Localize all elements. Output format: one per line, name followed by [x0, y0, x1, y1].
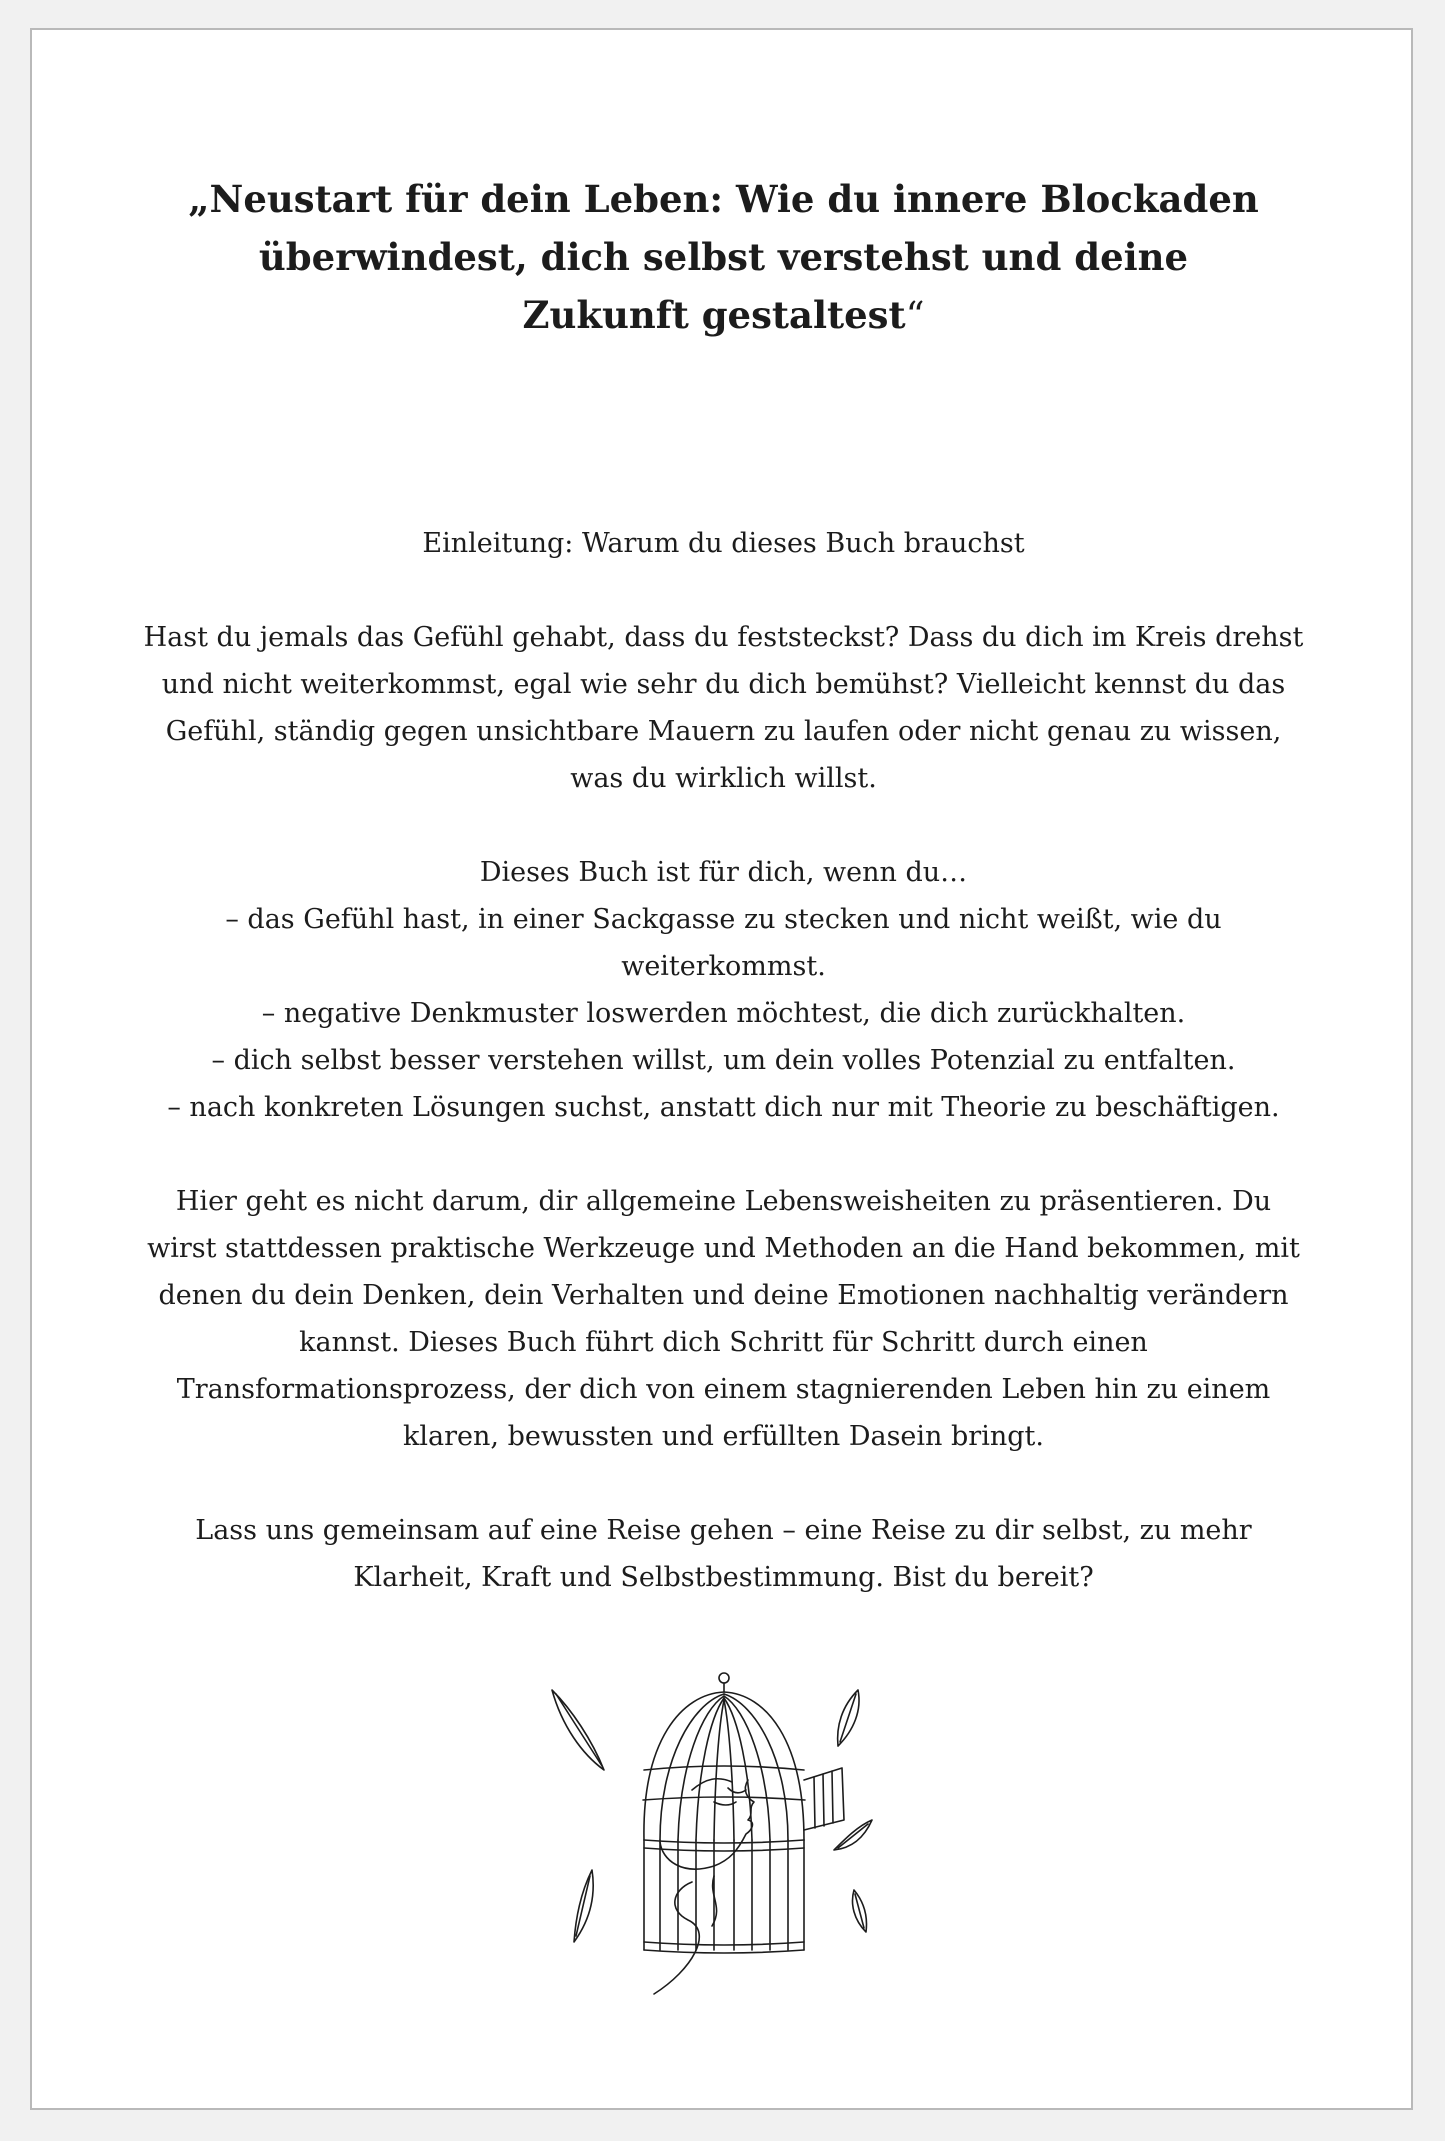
document-page [30, 28, 1413, 2110]
list-item: – das Gefühl hast, in einer Sackgasse zu stecken und nicht weißt, wie du weiterkommst. [225, 904, 1222, 982]
closing-paragraph: Lass uns gemeinsam auf eine Reise gehen – eine Reise zu dir selbst, zu mehr Klarheit, Kraft und Selbstbestimmung. Bist du bereit? [195, 1515, 1252, 1593]
title-open-quote: „ [188, 177, 210, 221]
list-item: – dich selbst besser verstehen willst, um dein volles Potenzial zu entfalten. [211, 1045, 1236, 1076]
document-title [182, 170, 1265, 345]
title-text: Neustart für dein Leben: Wie du innere Blockaden überwindest, dich selbst verstehst und deine Zukunft gestaltest [209, 177, 1259, 337]
birdcage-face-leaves-icon [542, 1670, 902, 2010]
section-heading: Einleitung: Warum du dieses Buch brauchst [422, 528, 1025, 559]
main-paragraph: Hier geht es nicht darum, dir allgemeine Lebensweisheiten zu präsentieren. Du wirst stattdessen praktische Werkzeuge und Methoden an die Hand bekommen, mit denen du dein Denken, dein Verhalten und deine Emotionen nachhaltig verändern kannst. Dieses Buch führt dich Schritt für Schritt durch einen Transformationsprozess, der dich von einem stagnierenden Leben hin zu einem klaren, bewussten und erfüllten Dasein bringt. [147, 1186, 1300, 1452]
list-item: – nach konkreten Lösungen suchst, anstatt dich nur mit Theorie zu beschäftigen. [167, 1092, 1280, 1123]
list-item: – negative Denkmuster loswerden möchtest, die dich zurückhalten. [261, 998, 1186, 1029]
document-body [142, 520, 1305, 1601]
list-intro: Dieses Buch ist für dich, wenn du… [479, 857, 968, 888]
title-close-quote: “ [905, 294, 925, 337]
intro-paragraph: Hast du jemals das Gefühl gehabt, dass du feststeckst? Dass du dich im Kreis drehst und nicht weiterkommst, egal wie sehr du dich bemühst? Vielleicht kennst du das Gefühl, ständig gegen unsichtbare Mauern zu laufen oder nicht genau zu wissen, was du wirklich willst. [143, 622, 1304, 794]
